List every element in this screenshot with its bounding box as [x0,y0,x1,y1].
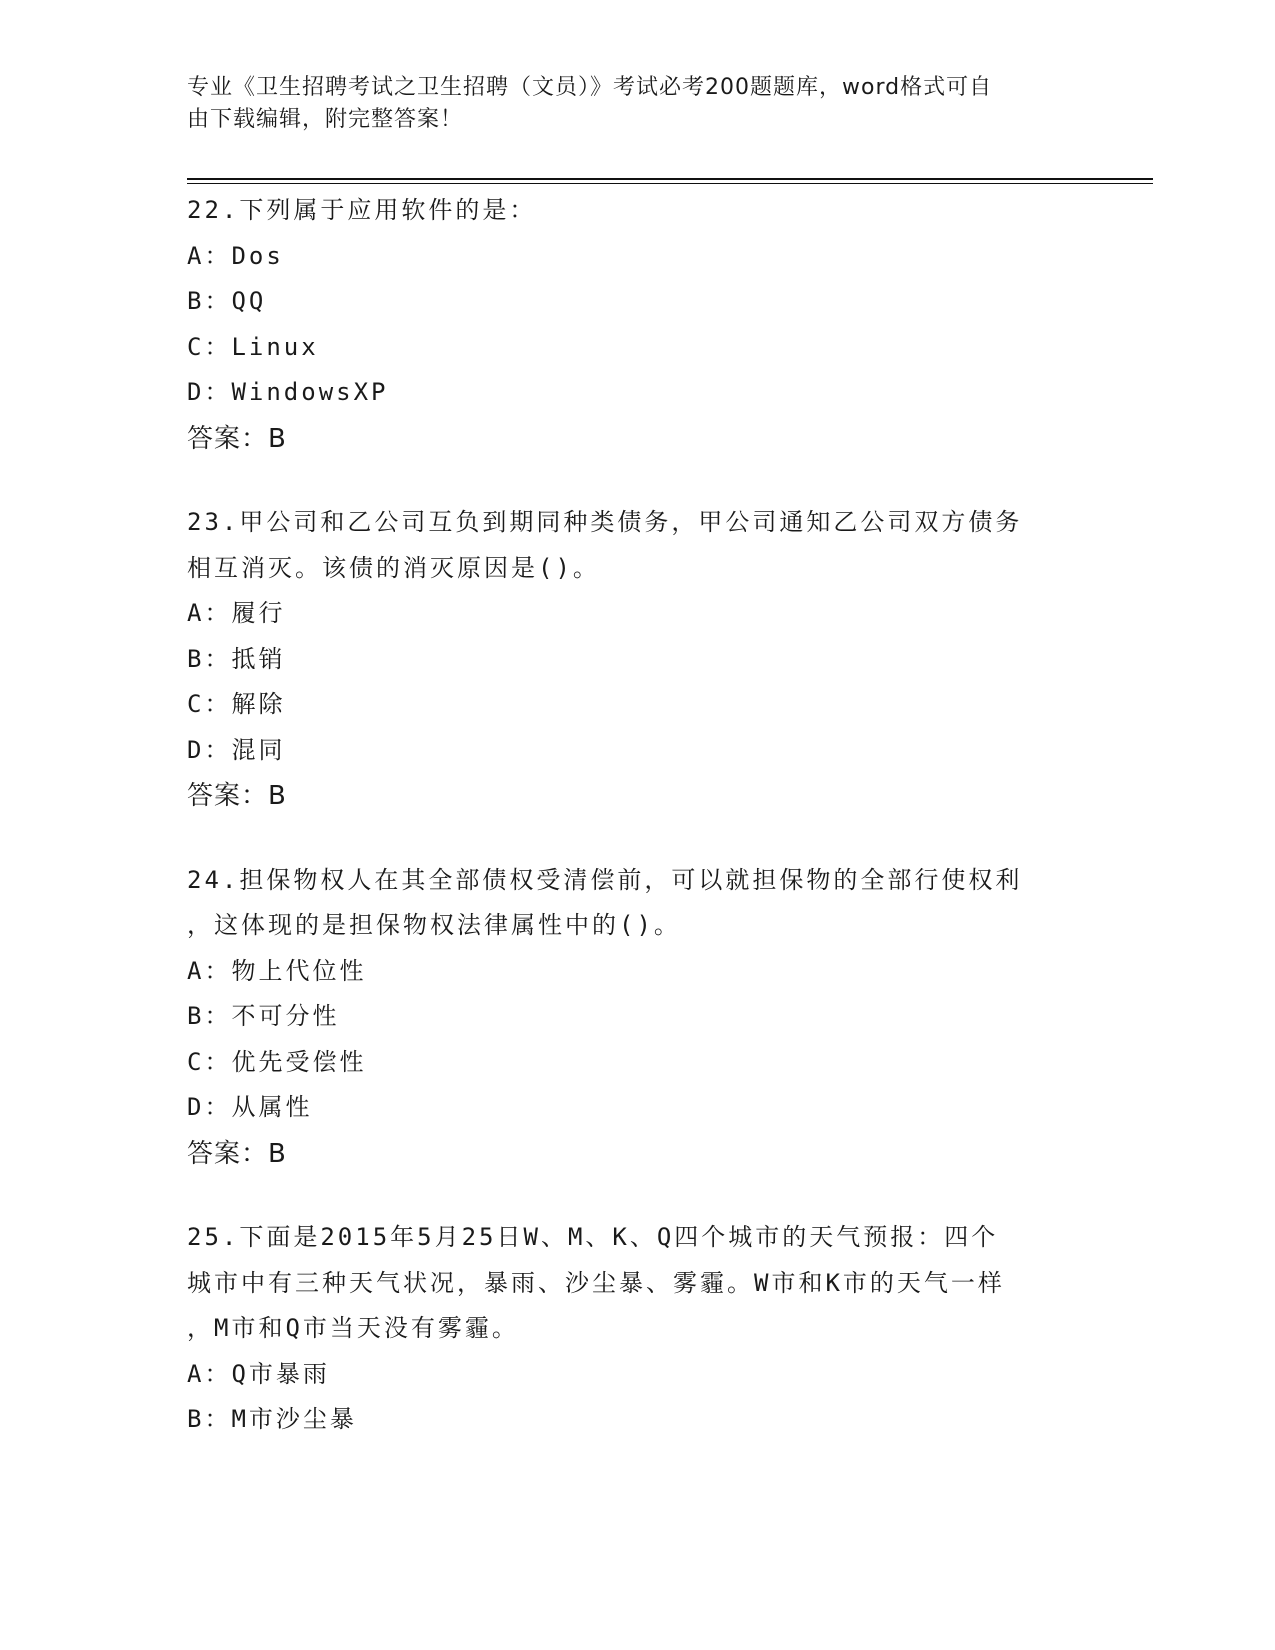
question-stem: 24.担保物权人在其全部债权受清偿前，可以就担保物的全部行使权利 [187,865,1023,894]
option-a: A：物上代位性 [187,956,367,985]
option-c: C：优先受偿性 [187,1047,367,1076]
document-header [187,72,1067,136]
option-b: B：M市沙尘暴 [187,1405,357,1433]
question-stem: 25.下面是2015年5月25日W、M、K、Q四个城市的天气预报：四个 [187,1223,999,1251]
question-24 [187,858,1087,1178]
option-a: A：Dos [187,241,284,270]
option-b: B：抵销 [187,644,286,673]
question-stem-cont: 城市中有三种天气状况，暴雨、沙尘暴、雾霾。W市和K市的天气一样 [187,1268,1005,1297]
header-divider-thick [187,178,1153,180]
option-b: B：QQ [187,287,267,315]
answer-line: 答案：B [187,423,287,454]
option-d: D：WindowsXP [187,378,389,406]
question-stem-cont: ，这体现的是担保物权法律属性中的()。 [187,911,681,939]
option-a: A：Q市暴雨 [187,1359,330,1388]
option-a: A：履行 [187,599,286,627]
answer-line: 答案：B [187,1138,287,1169]
option-d: D：从属性 [187,1093,313,1121]
question-stem-cont: ，M市和Q市当天没有雾霾。 [187,1314,519,1342]
question-list [187,188,1087,1457]
header-divider-thin [187,183,1153,184]
question-25 [187,1215,1087,1443]
question-stem: 22.下列属于应用软件的是： [187,196,537,224]
header-line-2: 由下载编辑，附完整答案！ [187,107,464,132]
question-stem: 23.甲公司和乙公司互负到期同种类债务，甲公司通知乙公司双方债务 [187,508,1023,536]
question-22 [187,188,1087,462]
option-c: C：解除 [187,690,286,718]
option-b: B：不可分性 [187,1002,340,1030]
option-d: D：混同 [187,735,286,764]
option-c: C：Linux [187,332,319,361]
answer-line: 答案：B [187,781,287,811]
header-line-1: 专业《卫生招聘考试之卫生招聘（文员）》考试必考200题题库，word格式可自 [187,75,993,100]
question-stem-cont: 相互消灭。该债的消灭原因是()。 [187,553,600,582]
question-23 [187,500,1087,820]
